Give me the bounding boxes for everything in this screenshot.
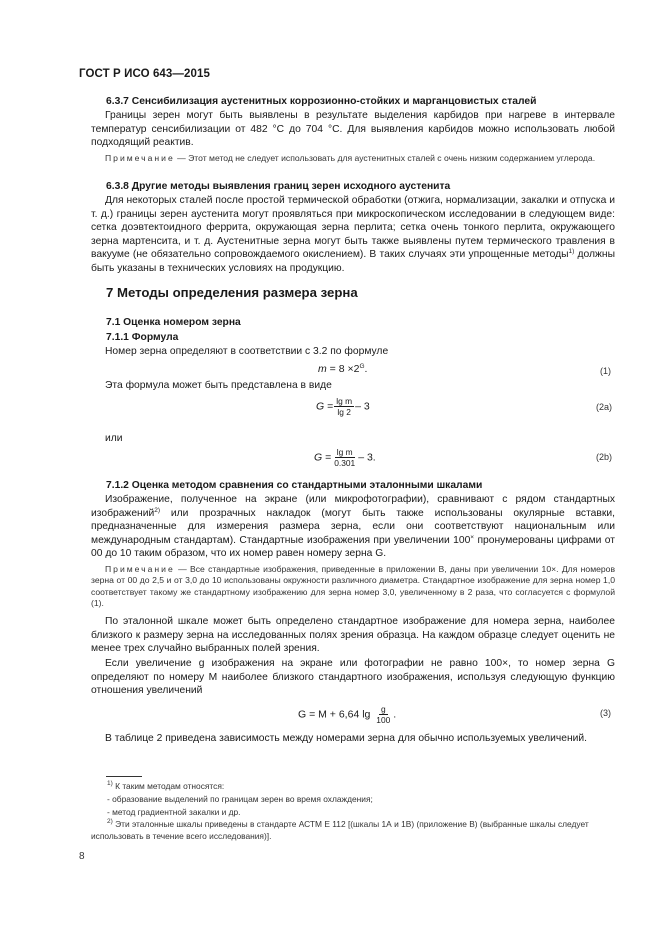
subsection-heading-7-1-2: 7.1.2 Оценка методом сравнения со стандартными эталонными шкалами [106, 480, 483, 491]
footnote-text: К таким методам относятся: [115, 781, 225, 791]
eq-var-g: G [314, 451, 323, 464]
paragraph-text-mid: или прозрачных накладок (могут быть также использованы окулярные вставки, предназначенные для измерения размера зерна, если они соответствуют национальным или международным стандартам). Стандартные изображения при увеличении 100 [91, 507, 615, 546]
subsection-heading-7-1: 7.1 Оценка номером зерна [106, 317, 241, 328]
fraction-numerator: lg m [336, 396, 353, 406]
fraction [374, 704, 392, 725]
eq-end: . [364, 363, 368, 375]
subsection-heading-6-3-7: 6.3.7 Сенсибилизация аустенитных коррозионно-стойких и марганцовистых сталей [106, 96, 537, 107]
eq-lhs: G = M + 6,64 lg [298, 708, 371, 721]
paragraph-7-1-2-d: В таблице 2 приведена зависимость между номерами зерна для обычно используемых увеличений. [105, 733, 587, 744]
footnote-1-item-2: - метод градиентной закалки и др. [107, 807, 241, 817]
equation-number-3: (3) [600, 708, 611, 718]
footnote-mark: 1) [107, 780, 113, 787]
fraction [334, 396, 354, 417]
footnote-1 [107, 780, 631, 792]
equation-number-1: (1) [600, 366, 611, 376]
paragraph-6-3-7: Границы зерен могут быть выявлены в результате выделения карбидов при нагреве в интервале температур сенсибилизации от 482 °С до 704 °С. Для выявления карбидов можно использовать любой подходящий реактив. [91, 110, 615, 149]
paragraph-text-end: пронумерованы цифрами от 00 до 10 таким образом, что их номер равен номеру зерна G. [91, 534, 615, 560]
equation-2a [316, 396, 370, 417]
formula-intro-2: Эта формула может быть представлена в виде [105, 380, 332, 391]
footnote-ref-2: 2) [154, 506, 161, 514]
page-number: 8 [79, 851, 85, 862]
fraction-numerator: lg m [336, 447, 353, 457]
paragraph-7-1-2-a [91, 493, 615, 561]
note-label: Примечание [105, 153, 175, 163]
note-6-3-7 [91, 153, 615, 164]
eq-tail: – 3. [358, 451, 376, 464]
magnification-sign: × [470, 533, 475, 541]
paragraph-6-3-8 [91, 194, 615, 276]
note-text: — Все стандартные изображения, приведенные в приложении В, даны при увеличении 10×. Для номеров зерна от 00 до 2,5 и от 3,0 до 10 использованы окружности различного диаметра. Стандартное изображение для зерна номер 1,0 соответствует такому же стандартному изображению для зерна номер 3,0, увеличенному в 2 раза, что согласуется с формулой (1). [91, 564, 616, 609]
equation-1 [318, 363, 367, 375]
note-text: — Этот метод не следует использовать для аустенитных сталей с очень низким содержанием углерода. [177, 153, 596, 163]
subsection-heading-7-1-1: 7.1.1 Формула [106, 332, 179, 343]
equation-number-2a: (2a) [596, 402, 613, 412]
paragraph-text: Изображение, полученное на экране (или микрофотографии), сравнивают с рядом стандартных изображений [91, 494, 615, 519]
footnote-separator [106, 776, 142, 777]
fraction-numerator: g [380, 704, 386, 714]
footnote-mark: 2) [107, 818, 113, 825]
fraction [332, 447, 357, 468]
paragraph-text-end: должны быть указаны в технических условиях на продукцию. [91, 249, 615, 274]
note-label: Примечание [105, 564, 175, 574]
conjunction-or: или [105, 433, 123, 444]
fraction-denominator: 0.301 [334, 458, 356, 468]
fraction-denominator: 100 [376, 715, 391, 725]
footnote-2 [91, 818, 615, 842]
eq-var-m: m [318, 363, 327, 375]
formula-intro: Номер зерна определяют в соответствии с 3.2 по формуле [105, 346, 389, 357]
paragraph-text: Для некоторых сталей после простой термической обработки (отжига, нормализации, закалки и отпуска и т. д.) границы зерен аустенита могут проявляться при микроскопическом исследовании в следующем виде: сетка доэвтектоидного феррита, окружающая зерна перлита; сетка очень тонкого перлита, окружающего зерна мартенсита, и т. д. Аустенитные зерна могут быть также выявлены путем термического травления в вакууме (не обязательно сопровождаемого окислением). В таких случаях эти упрощенные методы [91, 195, 615, 261]
fraction-denominator: lg 2 [337, 407, 351, 417]
document-header: ГОСТ Р ИСО 643—2015 [79, 68, 211, 80]
subsection-heading-6-3-8: 6.3.8 Другие методы выявления границ зерен исходного аустенита [106, 181, 451, 192]
paragraph-7-1-2-b: По эталонной шкале может быть определено стандартное изображение для номера зерна, наиболее близкого к размеру зерна на исследованных полях зрения образца. На каждом образце следует оценить не менее трех случайно выбранных полей зрения. [91, 616, 615, 655]
note-7-1-2 [91, 564, 615, 610]
section-7-title: 7 Методы определения размера зерна [106, 285, 358, 300]
equation-3 [298, 704, 396, 725]
eq-tail: – 3 [355, 400, 370, 413]
footnote-ref-1: 1) [568, 248, 575, 256]
paragraph-7-1-2-c: Если увеличение g изображения на экране или фотографии не равно 100×, то номер зерна G определяют по номеру M наиболее близкого стандартного изображения, используя следующую функцию отношения увеличений [91, 658, 615, 697]
footnote-text: Эти эталонные шкалы приведены в стандарте АСТМ Е 112 [(шкалы 1А и 1В) (приложение В) (выбранные шкалы следует использовать в течение всего исследования)]. [91, 819, 589, 841]
eq-equals: = [325, 451, 332, 464]
eq-rhs: = 8 ×2 [329, 363, 360, 375]
equation-2b [314, 447, 376, 468]
eq-exponent: G [359, 363, 365, 370]
eq-var-g: G [316, 400, 325, 413]
eq-end: . [393, 708, 397, 721]
footnote-1-item-1: - образование выделений по границам зерен во время охлаждения; [107, 794, 373, 804]
equation-number-2b: (2b) [596, 452, 613, 462]
eq-equals: = [327, 400, 334, 413]
